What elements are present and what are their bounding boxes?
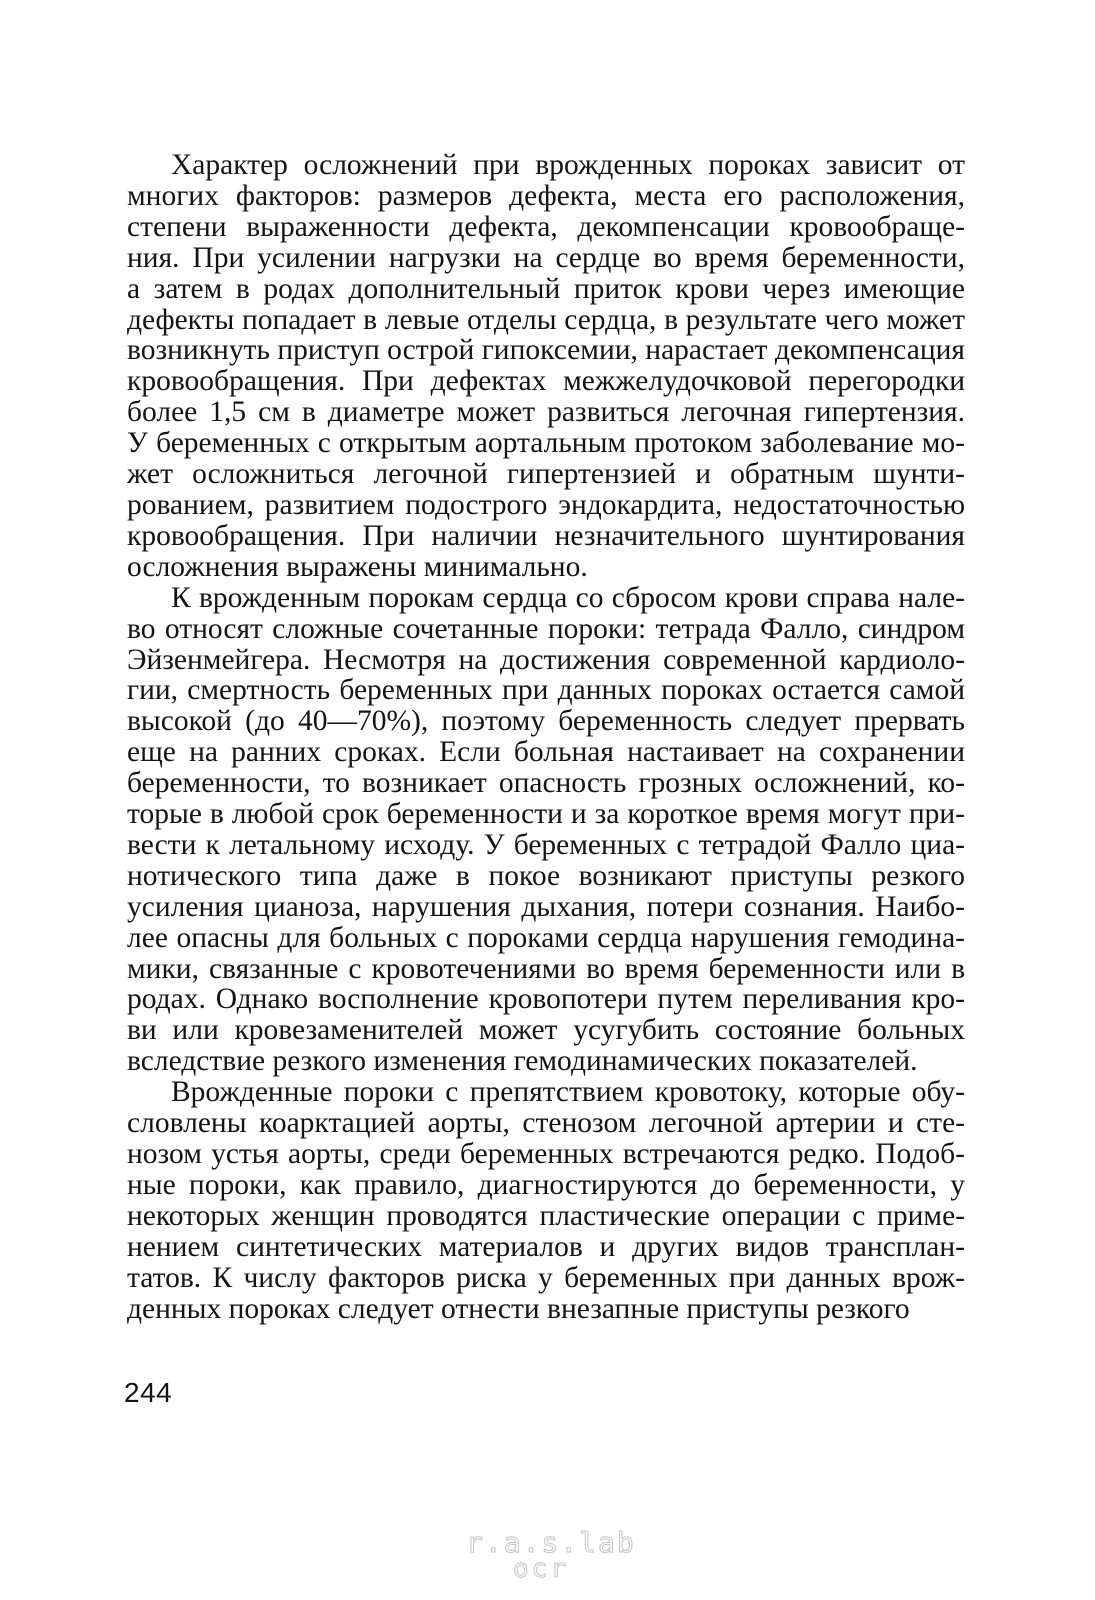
text-line: словлены коарктацией аорты, стенозом легочной артерии и сте- [127, 1107, 965, 1140]
text-line: татов. К числу факторов риска у беременных при данных врож- [127, 1261, 965, 1294]
watermark-line-1: r.a.s.lab [466, 1526, 636, 1559]
text-line: дефекты попадает в левые отделы сердца, в результате чего может [127, 303, 965, 336]
text-line: возникнуть приступ острой гипоксемии, нарастает декомпенсация [127, 334, 965, 367]
ocr-watermark [466, 1526, 636, 1584]
text-line: нением синтетических материалов и других видов трансплан- [127, 1230, 965, 1263]
page-number: 244 [124, 1377, 173, 1408]
text-line: денных пороках следует отнести внезапные приступы резкого [127, 1292, 910, 1325]
text-line: ные пороки, как правило, диагностируются до беременности, у [127, 1168, 965, 1201]
text-line: Характер осложнений при врожденных пороках зависит от [171, 149, 965, 181]
paragraph-1 [127, 150, 965, 583]
text-line: некоторых женщин проводятся пластические операции с приме- [127, 1199, 965, 1232]
page-body-text [127, 150, 965, 1324]
text-line: мики, связанные с кровотечениями во время беременности или в [127, 952, 965, 985]
text-line: жет осложниться легочной гипертензией и обратным шунти- [127, 458, 965, 491]
text-line: К врожденным порокам сердца со сбросом крови справа нале- [171, 581, 965, 614]
text-line: во относят сложные сочетанные пороки: тетрада Фалло, синдром [127, 612, 965, 645]
text-line: степени выраженности дефекта, декомпенсации кровообраще- [127, 210, 965, 243]
text-line: беременности, то возникает опасность грозных осложнений, ко- [127, 767, 965, 800]
text-line: а затем в родах дополнительный приток крови через имеющие [127, 272, 965, 305]
text-line: усиления цианоза, нарушения дыхания, потери сознания. Наибо- [127, 890, 965, 923]
text-line: торые в любой срок беременности и за короткое время могут при- [127, 798, 965, 831]
text-line: гии, смертность беременных при данных пороках остается самой [127, 674, 965, 707]
text-line: кровообращения. При наличии незначительного шунтирования [127, 519, 965, 552]
text-line: многих факторов: размеров дефекта, места его расположения, [127, 179, 965, 212]
text-line: У беременных с открытым аортальным протоком заболевание мо- [127, 427, 965, 460]
text-line: родах. Однако восполнение кровопотери путем переливания кро- [127, 983, 965, 1016]
text-line: Эйзенмейгера. Несмотря на достижения современной кардиоло- [127, 643, 965, 676]
watermark-line-2: ocr [513, 1554, 569, 1584]
text-line: нозом устья аорты, среди беременных встречаются редко. Подоб- [127, 1138, 965, 1170]
text-line: осложнения выражены минимально. [127, 550, 588, 583]
text-line: рованием, развитием подострого эндокардита, недостаточностью [127, 488, 965, 521]
paragraph-3 [127, 1077, 965, 1324]
text-line: ния. При усилении нагрузки на сердце во время беременности, [127, 241, 965, 274]
text-line: ви или кровезаменителей может усугубить состояние больных [127, 1014, 965, 1047]
paragraph-2 [127, 583, 965, 1078]
text-line: высокой (до 40—70%), поэтому беременность следует прервать [127, 705, 965, 738]
text-line: более 1,5 см в диаметре может развиться легочная гипертензия. [127, 396, 965, 429]
text-line: нотического типа даже в покое возникают приступы резкого [127, 859, 965, 892]
text-line: лее опасны для больных с пороками сердца нарушения гемодина- [127, 921, 965, 954]
text-line: вследствие резкого изменения гемодинамических показателей. [127, 1045, 918, 1078]
text-line: еще на ранних сроках. Если больная настаивает на сохранении [127, 736, 965, 769]
text-line: кровообращения. При дефектах межжелудочковой перегородки [127, 365, 965, 398]
text-line: Врожденные пороки с препятствием кровотоку, которые обу- [171, 1076, 965, 1109]
text-line: вести к летальному исходу. У беременных с тетрадой Фалло циа- [127, 828, 965, 861]
